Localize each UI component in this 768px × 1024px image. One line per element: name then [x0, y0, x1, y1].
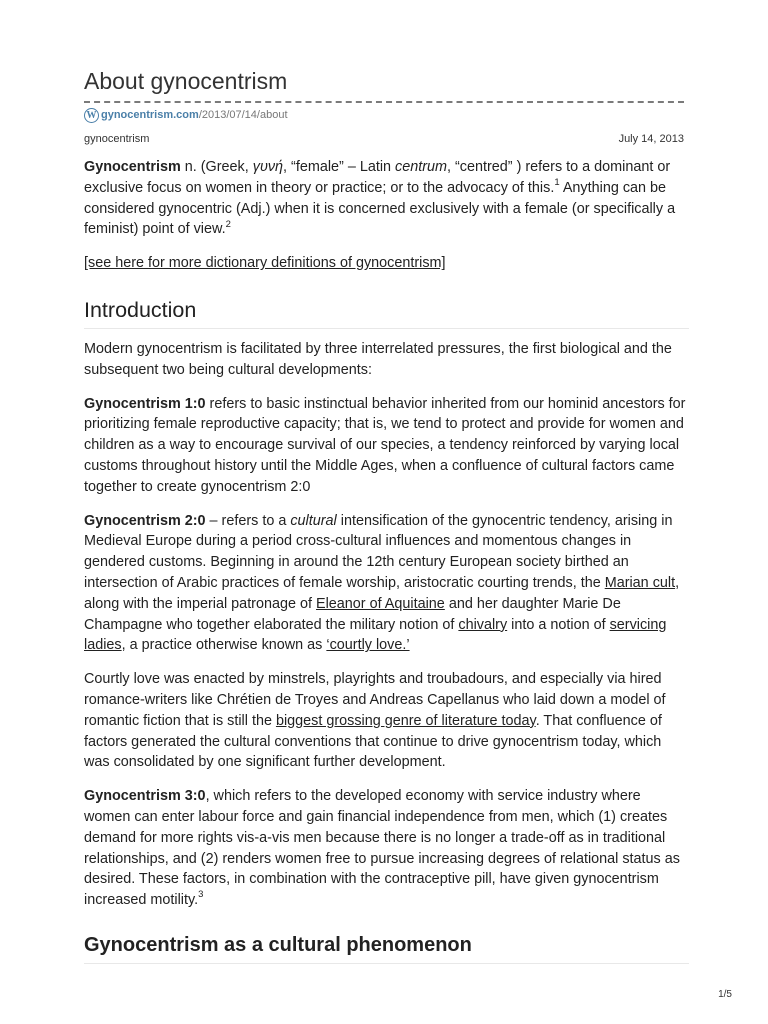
link-biggest-grossing-genre[interactable]: biggest grossing genre of literature today	[275, 712, 536, 729]
courtly-love-paragraph: Courtly love was enacted by minstrels, playrights and troubadours, and especially via hired romance-writers like Chrétien de Troyes and Andreas Capellanus who laid down a model of romantic fiction that is still the biggest grossing genre of literature today. That confluence of factors generated the cultural conventions that continue to drive gynocentrism today, which was consolidated by one significant further development.	[84, 671, 666, 771]
section-heading-cultural-phenomenon: Gynocentrism as a cultural phenomenon	[84, 931, 689, 964]
wordpress-icon: W	[84, 108, 99, 123]
footnote-ref-3[interactable]: 3	[198, 889, 204, 901]
article-meta	[84, 133, 684, 145]
title-divider	[84, 101, 684, 103]
gynocentrism-1-paragraph: Gynocentrism 1:0 refers to basic instinctual behavior inherited from our hominid ancestors for prioritizing female reproductive capacity; that is, we tend to protect and provide for women and children as a way to encourage survival of our species, a tendency reinforced by varying local customs throughout history until the Middle Ages, when a confluence of cultural factors came together to create gynocentrism 2:0	[84, 395, 686, 495]
footnote-ref-1[interactable]: 1	[554, 177, 560, 188]
article-body	[84, 157, 689, 974]
intro-paragraph: Modern gynocentrism is facilitated by three interrelated pressures, the first biological and the subsequent two being cultural developments:	[84, 340, 672, 378]
term-gynocentrism-2: Gynocentrism 2:0	[84, 512, 206, 529]
source-url[interactable]	[84, 106, 288, 124]
link-courtly-love[interactable]: ‘courtly love.’	[326, 637, 410, 654]
page-title: About gynocentrism	[84, 68, 288, 94]
link-servicing-ladies[interactable]: servicing ladies	[84, 616, 667, 654]
greek-word: γυνή	[252, 159, 284, 175]
footnote-ref-2[interactable]: 2	[225, 218, 231, 230]
source-path: /2013/07/14/about	[198, 109, 288, 121]
gynocentrism-3-paragraph: Gynocentrism 3:0, which refers to the developed economy with service industry where women can enter labour force and gain financial independence from men, which (1) creates demand for more rights vis-a-vis men because there is no longer a trade-off as in traditional relationships, and (2) renders women free to pursue increasing degrees of relational status as desired. These factors, in combination with the contraceptive pill, have given gynocentrism increased motility.$^3$	[84, 788, 680, 909]
section-heading-introduction: Introduction	[84, 296, 689, 329]
latin-word: centrum	[395, 159, 448, 175]
definitions-link[interactable]: [see here for more dictionary definitions of gynocentrism]	[84, 255, 446, 272]
source-domain: gynocentrism.com	[101, 109, 199, 121]
page-number: 1/5	[718, 989, 732, 1000]
link-marian-cult[interactable]: Marian cult	[604, 574, 676, 591]
definitions-paragraph	[84, 253, 689, 274]
term-gynocentrism-3: Gynocentrism 3:0	[84, 788, 206, 805]
definition-paragraph: Gynocentrism n. (Greek, γυνή, “female” – Latin centrum, “centred” ) refers to a dominant or exclusive focus on women in theory or practice; or to the advocacy of this.$^1$ Anything can be considered gynocentric (Adj.) when it is concerned exclusively with a female (or specifically a feminist) point of view.$^2$	[84, 159, 676, 238]
term-gynocentrism-1: Gynocentrism 1:0	[84, 395, 206, 412]
link-eleanor-of-aquitaine[interactable]: Eleanor of Aquitaine	[316, 595, 445, 612]
publish-date: July 14, 2013	[618, 133, 684, 145]
gynocentrism-2-paragraph: Gynocentrism 2:0 – refers to a cultural intensification of the gynocentric tendency, arising in Medieval Europe during a period cross-cultural influences and momentous changes in gendered customs. Beginning in around the 12th century European society birthed an intersection of Arabic practices of female worship, aristocratic courting trends, the Marian cult, along with the imperial patronage of Eleanor of Aquitaine and her daughter Marie De Champagne who together elaborated the military notion of chivalry into a notion of servicing ladies, a practice otherwise known as ‘courtly love.’	[84, 512, 680, 654]
site-name: gynocentrism	[84, 133, 150, 145]
term-gynocentrism: Gynocentrism	[84, 159, 181, 175]
link-chivalry[interactable]: chivalry	[458, 616, 508, 633]
